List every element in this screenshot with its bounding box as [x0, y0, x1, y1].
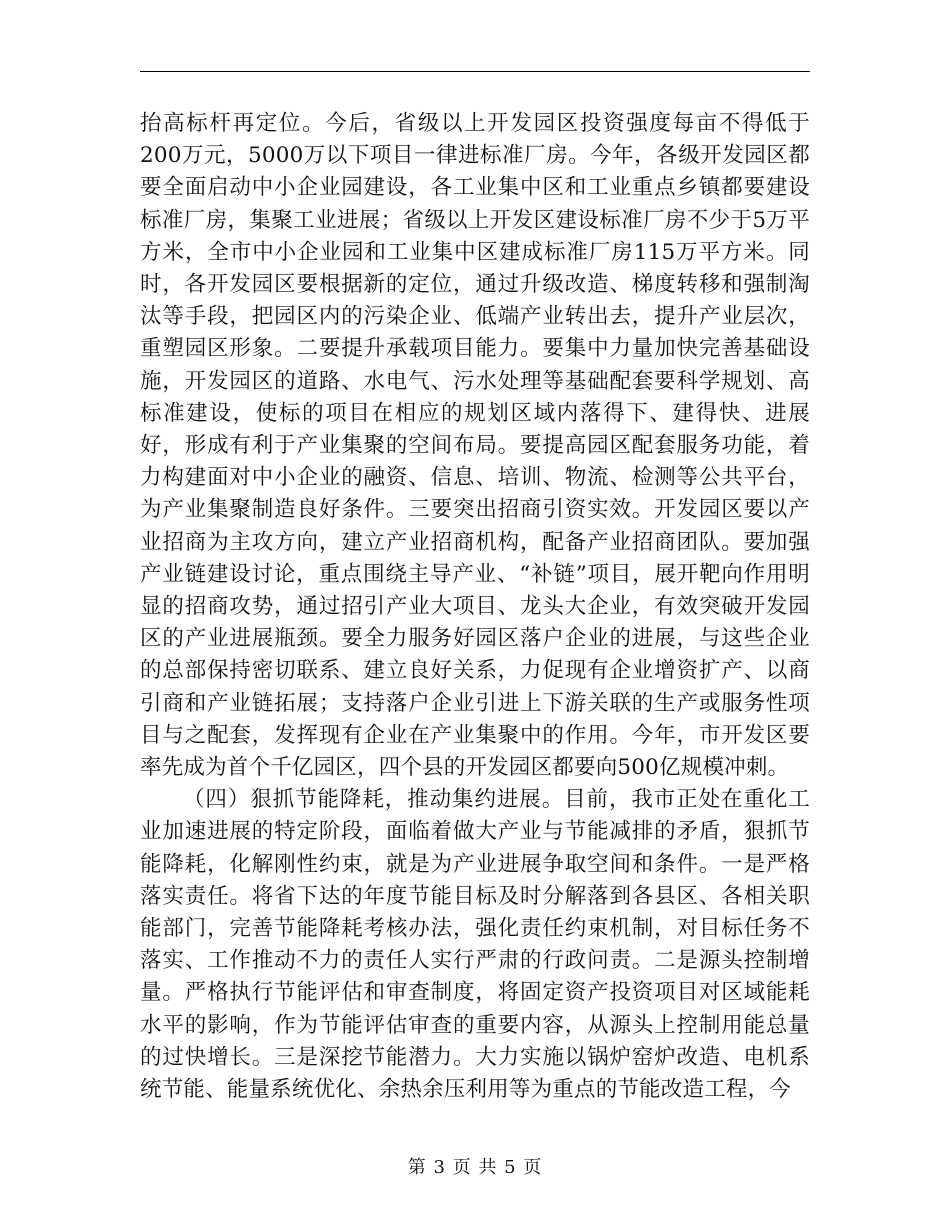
page-number-footer: 第 3 页 共 5 页: [407, 1157, 543, 1178]
header-rule: [140, 71, 810, 72]
paragraph-section-four: （四）狠抓节能降耗，推动集约进展。目前，我市正处在重化工业加速进展的特定阶段，面临着做大产业与节能减排的矛盾，狠抓节能降耗，化解刚性约束，就是为产业进展争取空间和条件。一是严格落实责任。将省下达的年度节能目标及时分解落到各县区、各相关职能部门，完善节能降耗考核办法，强化责任约束机制，对目标任务不落实、工作推动不力的责任人实行严肃的行政问责。二是源头控制增量。严格执行节能评估和审查制度，将固定资产投资项目对区域能耗水平的影响，作为节能评估审查的重要内容，从源头上控制用能总量的过快增长。三是深挖节能潜力。大力实施以锅炉窑炉改造、电机系统节能、能量系统优化、余热余压利用等为重点的节能改造工程，今: [140, 787, 810, 1103]
paragraph-continued: 抬高标杆再定位。今后，省级以上开发园区投资强度每亩不得低于200万元，5000万以下项目一律进标准厂房。今年，各级开发园区都要全面启动中小企业园建设，各工业集中区和工业重点乡镇都要建设标准厂房，集聚工业进展；省级以上开发区建设标准厂房不少于5万平方米，全市中小企业园和工业集中区建成标准厂房115万平方米。同时，各开发园区要根据新的定位，通过升级改造、梯度转移和强制淘汰等手段，把园区内的污染企业、低端产业转出去，提升产业层次，重塑园区形象。二要提升承载项目能力。要集中力量加快完善基础设施，开发园区的道路、水电气、污水处理等基础配套要科学规划、高标准建设，使标的项目在相应的规划区域内落得下、建得快、进展好，形成有利于产业集聚的空间布局。要提高园区配套服务功能，着力构建面对中小企业的融资、信息、培训、物流、检测等公共平台，为产业集聚制造良好条件。三要突出招商引资实效。开发园区要以产业招商为主攻方向，建立产业招商机构，配备产业招商团队。要加强产业链建设讨论，重点围绕主导产业、“补链”项目，展开靶向作用明显的招商攻势，通过招引产业大项目、龙头大企业，有效突破开发园区的产业进展瓶颈。要全力服务好园区落户企业的进展，与这些企业的总部保持密切联系、建立良好关系，力促现有企业增资扩产、以商引商和产业链拓展；支持落户企业引进上下游关联的生产或服务性项目与之配套，发挥现有企业在产业集聚中的作用。今年，市开发区要率先成为首个千亿园区，四个县的开发园区都要向500亿规模冲刺。: [140, 111, 810, 781]
document-body: [140, 108, 810, 1106]
